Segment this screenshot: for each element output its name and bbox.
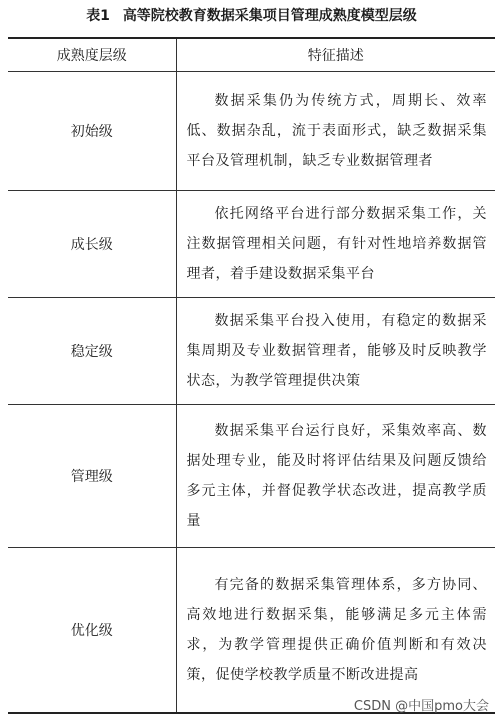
description-cell: 依托网络平台进行部分数据采集工作，关注数据管理相关问题，有针对性地培养数据管理者，着手建设数据采集平台 (176, 191, 495, 298)
level-cell: 稳定级 (8, 298, 176, 405)
watermark: CSDN @中国pmo大会 (353, 699, 489, 714)
table-header-row (8, 38, 495, 72)
table-number: 表1 (86, 8, 110, 24)
header-description: 特征描述 (176, 38, 495, 72)
table-title: 高等院校教育数据采集项目管理成熟度模型层级 (122, 8, 417, 24)
description-cell: 数据采集平台投入使用，有稳定的数据采集周期及专业数据管理者，能够及时反映教学状态，为教学管理提供决策 (176, 298, 495, 405)
table-row (8, 72, 495, 191)
header-level: 成熟度层级 (8, 38, 176, 72)
table-row (8, 405, 495, 548)
description-cell: 数据采集仍为传统方式，周期长、效率低、数据杂乱，流于表面形式，缺乏数据采集平台及管理机制，缺乏专业数据管理者 (176, 72, 495, 191)
level-cell: 成长级 (8, 191, 176, 298)
table-caption (0, 6, 503, 26)
table-row (8, 548, 495, 713)
level-cell: 优化级 (8, 548, 176, 713)
maturity-level-table (8, 37, 495, 714)
description-cell: 有完备的数据采集管理体系，多方协同、高效地进行数据采集，能够满足多元主体需求，为教学管理提供正确价值判断和有效决策，促使学校教学质量不断改进提高 (176, 548, 495, 713)
table-row (8, 298, 495, 405)
table-row (8, 191, 495, 298)
level-cell: 初始级 (8, 72, 176, 191)
description-cell: 数据采集平台运行良好，采集效率高、数据处理专业，能及时将评估结果及问题反馈给多元主体，并督促教学状态改进，提高教学质量 (176, 405, 495, 548)
level-cell: 管理级 (8, 405, 176, 548)
